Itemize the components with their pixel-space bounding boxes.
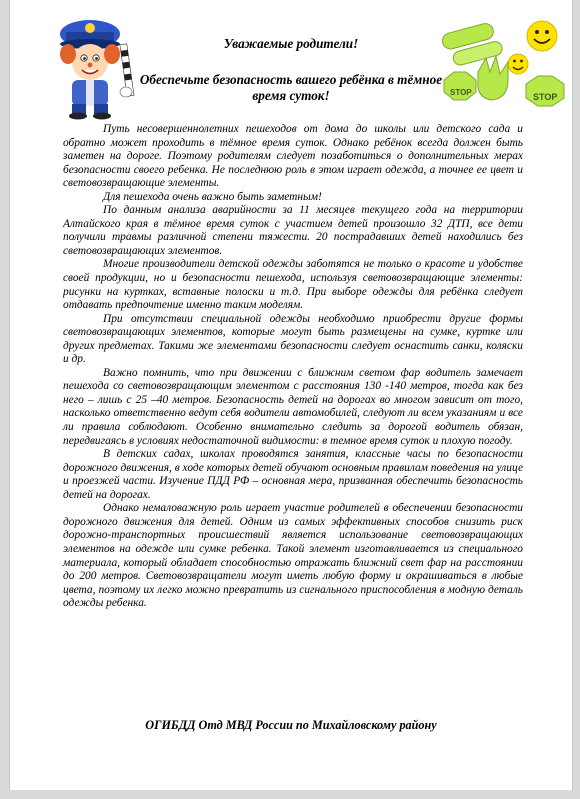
paragraph: При отсутствии специальной одежды необходимо приобрести другие формы световозвращающих элементов, которые могут быть размещены на сумке, куртке или других предметах. Такими же элементами безопасности следует оснастить санки, коляски и др. — [63, 312, 523, 366]
page-title: Обеспечьте безопасность вашего ребёнка в тёмное время суток! — [139, 72, 443, 103]
paragraph: Для пешехода очень важно быть заметным! — [103, 190, 322, 203]
paragraph: В детских садах, школах проводятся занятия, классные часы по безопасности дорожного движения, в ходе которых детей обучают основным правилам поведения на улице и проезжей части. Изучение ПДД РФ – основная мера, призванная обеспечить безопасность детей на дорогах. — [63, 448, 523, 501]
document-page — [9, 0, 573, 790]
stop-sign-label-right: STOP — [533, 92, 558, 102]
paragraph: По данным анализа аварийности за 11 месяцев текущего года на территории Алтайского края в тёмное время суток с участием детей произошло 32 ДТП, все дети получили травмы различной степени тяжести. 20 пострадавших детей находились без световозвращающих элементов. — [63, 204, 523, 257]
paragraph: Однако немаловажную роль играет участие родителей в обеспечении безопасности дорожного движения для детей. Одним из самых эффективных способов снизить риск дорожно-транспортных происшествий является использование световозвращающих элементов на одежде или сумке ребенка. Такой элемент изготавливается из специального материала, который обладает способностью отражать ближний свет фар на расстоянии до 200 метров. Световозвращатели могут иметь любую форму и окрашиваться в любые цвета, поэтому их легко можно превратить из сигнального приспособления в модную деталь одежды ребенка. — [63, 502, 523, 610]
article-body — [63, 123, 523, 611]
paragraph: Важно помнить, что при движении с ближним светом фар водитель замечает пешехода со световозвращающим элементом с расстояния 130 -140 метров, тогда как без него – лишь с 25 –40 метров. Безопасность детей на дорогах во многом зависит от того, насколько ответственно ведут себя водители автомобилей, следуют ли всем указаниям и все ли правила соблюдают. Особенно внимательно следить за дорогой водитель обязан, передвигаясь в условиях недостаточной видимости: в темное время суток и плохую погоду. — [63, 366, 523, 447]
signature: ОГИБДД Отд МВД России по Михайловскому району — [145, 718, 437, 732]
stop-sign-label-left: STOP — [450, 88, 472, 97]
paragraph: Путь несовершеннолетних пешеходов от дома до школы или детского сада и обратно может проходить в тёмное время суток. Однако ребёнок всегда должен быть заметен на дороге. Поэтому родителям следует позаботиться о дополнительных мерах безопасности своего ребенка. Не последнюю роль в этом играет одежда, а точнее ее цвет и световозвращающие элементы. — [63, 123, 523, 190]
greeting-heading: Уважаемые родители! — [223, 36, 359, 51]
paragraph: Многие производители детской одежды заботятся не только о красоте и удобстве своей продукции, но и безопасности пешехода, используя световозвращающие элементы: рисунки на куртках, вставные полоски и т.д. При выборе одежды для ребёнка следует отдавать предпочтение именно таким моделям. — [63, 258, 523, 312]
